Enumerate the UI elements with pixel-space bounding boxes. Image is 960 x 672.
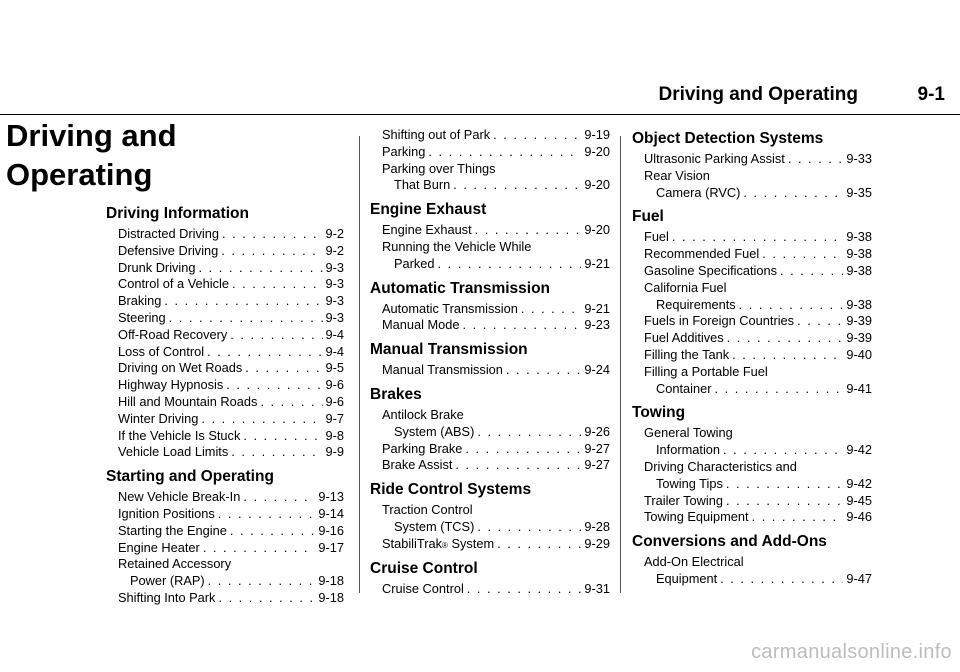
toc-entry-traction-control[interactable] — [370, 502, 610, 536]
toc-entry-title: Driving on Wet Roads — [118, 360, 243, 376]
toc-entry-page: 9-31 — [584, 580, 610, 596]
toc-entry-title: Filling a Portable Fuel — [644, 363, 768, 379]
toc-entry-page: 9-20 — [584, 177, 610, 193]
toc-entry-control-of-a-vehicle[interactable] — [106, 276, 344, 293]
toc-section-starting-and-operating — [106, 465, 346, 607]
dot-leader — [164, 293, 322, 310]
toc-entry-page: 9-46 — [846, 509, 872, 525]
toc-entry-title: Retained Accessory — [118, 556, 232, 572]
toc-entry-title: Antilock Brake — [382, 406, 464, 422]
section-heading: Conversions and Add-Ons — [632, 533, 827, 551]
toc-entry-page: 9-3 — [325, 259, 344, 275]
toc-entry-new-vehicle-break-in[interactable] — [106, 489, 344, 506]
dot-leader — [521, 301, 582, 318]
dot-leader — [672, 229, 843, 246]
toc-entry-fuel-additives[interactable] — [632, 330, 872, 347]
toc-entry-title: Highway Hypnosis — [118, 377, 224, 393]
toc-entry-fuels-in-foreign-countries[interactable] — [632, 313, 872, 330]
column-divider-2 — [620, 136, 621, 593]
toc-entry-title: New Vehicle Break-In — [118, 489, 241, 505]
toc-entry-highway-hypnosis[interactable] — [106, 377, 344, 394]
toc-entry-winter-driving[interactable] — [106, 411, 344, 428]
dot-leader — [465, 441, 581, 458]
dot-leader — [428, 144, 581, 161]
toc-entry-page: 9-4 — [325, 326, 344, 342]
toc-entry-title: Braking — [118, 293, 162, 309]
toc-entry-title: Fuels in Foreign Countries — [644, 313, 795, 329]
dot-leader — [477, 424, 581, 441]
toc-entry-page: 9-9 — [325, 444, 344, 460]
toc-entry-page: 9-21 — [584, 300, 610, 316]
toc-section-continued — [370, 127, 610, 194]
toc-entry-title-continued: Information — [656, 442, 721, 458]
toc-entry-filling-the-tank[interactable] — [632, 347, 872, 364]
toc-entry-parking[interactable] — [370, 144, 610, 161]
dot-leader — [797, 313, 843, 330]
toc-entry-parking-brake[interactable] — [370, 441, 610, 458]
dot-leader — [438, 256, 582, 273]
toc-section-conversions-and-add-ons — [632, 530, 872, 588]
dot-leader — [203, 540, 316, 557]
toc-entry-title: Traction Control — [382, 502, 473, 518]
toc-column-1 — [106, 202, 346, 611]
toc-entry-title: Gasoline Specifications — [644, 262, 778, 278]
section-heading: Ride Control Systems — [370, 481, 532, 499]
toc-entry-title: Filling the Tank — [644, 346, 730, 362]
toc-entry-page: 9-3 — [325, 293, 344, 309]
toc-entry-title: Parking — [382, 143, 426, 159]
toc-entry-shifting-out-of-park[interactable] — [370, 127, 610, 144]
toc-entry-off-road-recovery[interactable] — [106, 327, 344, 344]
toc-entry-title-continued: Towing Tips — [656, 475, 723, 491]
toc-entry-title-continued: Power (RAP) — [130, 573, 205, 589]
dot-leader — [780, 263, 843, 280]
toc-section-towing — [632, 401, 872, 526]
toc-entry-page: 9-16 — [318, 522, 344, 538]
toc-entry-page: 9-45 — [846, 492, 872, 508]
section-heading: Automatic Transmission — [370, 279, 551, 297]
toc-section-object-detection-systems — [632, 127, 872, 201]
dot-leader — [720, 571, 843, 588]
toc-entry-loss-of-control[interactable] — [106, 344, 344, 361]
toc-entry-title: Add-On Electrical — [644, 554, 744, 570]
toc-section-engine-exhaust — [370, 198, 610, 272]
dot-leader — [762, 246, 843, 263]
dot-leader — [231, 444, 322, 461]
dot-leader — [222, 226, 323, 243]
toc-entry-title: Starting the Engine — [118, 522, 227, 538]
toc-entry-title: Distracted Driving — [118, 226, 219, 241]
toc-entry-title: Hill and Mountain Roads — [118, 393, 258, 409]
toc-entry-page: 9-6 — [325, 377, 344, 393]
toc-entry-title-continued: Equipment — [656, 570, 718, 586]
dot-leader — [477, 519, 581, 536]
toc-entry-title: Shifting out of Park — [382, 127, 491, 142]
toc-entry-title: Shifting Into Park — [118, 589, 216, 605]
watermark: carmanualsonline.info — [751, 641, 952, 663]
toc-entry-driving-on-wet-roads[interactable] — [106, 360, 344, 377]
dot-leader — [475, 222, 582, 239]
section-heading: Engine Exhaust — [370, 201, 487, 219]
toc-entry-title: Trailer Towing — [644, 492, 723, 508]
chapter-title: Driving and Operating — [6, 118, 177, 192]
toc-entry-title-continued: System (ABS) — [394, 423, 475, 439]
toc-section-ride-control-systems — [370, 478, 610, 552]
toc-entry-title: Manual Transmission — [382, 362, 503, 378]
section-heading: Towing — [632, 404, 686, 422]
section-heading: Starting and Operating — [106, 468, 274, 486]
toc-entry-cruise-control[interactable] — [370, 581, 610, 598]
toc-entry-page: 9-6 — [325, 393, 344, 409]
toc-entry-title: Running the Vehicle While — [382, 238, 532, 254]
toc-entry-page: 9-41 — [846, 380, 872, 396]
dot-leader — [506, 362, 581, 379]
running-header-page-number: 9-1 — [917, 84, 945, 105]
dot-leader — [743, 185, 843, 202]
dot-leader — [243, 428, 322, 445]
dot-leader — [723, 442, 843, 459]
toc-entry-page: 9-38 — [846, 262, 872, 278]
toc-entry-title: StabiliTrak — [382, 535, 442, 551]
toc-entry-page: 9-8 — [325, 427, 344, 443]
toc-entry-general-towing[interactable] — [632, 425, 872, 459]
toc-entry-title: Automatic Transmission — [382, 300, 518, 316]
toc-entry-title: Ignition Positions — [118, 505, 215, 521]
toc-entry-page: 9-47 — [846, 570, 872, 586]
toc-entry-title: Off-Road Recovery — [118, 326, 228, 342]
toc-entry-page: 9-38 — [846, 229, 872, 245]
toc-entry-page: 9-14 — [318, 505, 344, 521]
header-divider — [0, 114, 960, 115]
toc-entry-title-continued: Parked — [394, 255, 435, 271]
toc-entry-antilock-brake[interactable] — [370, 407, 610, 441]
toc-entry-title-continued: Camera (RVC) — [656, 184, 741, 200]
dot-leader — [218, 590, 315, 607]
toc-entry-page: 9-27 — [584, 440, 610, 456]
toc-section-cruise-control — [370, 557, 610, 598]
toc-entry-recommended-fuel[interactable] — [632, 246, 872, 263]
toc-section-brakes — [370, 383, 610, 474]
toc-entry-driving-characteristics-and[interactable] — [632, 459, 872, 493]
section-heading: Brakes — [370, 385, 422, 403]
toc-entry-page: 9-38 — [846, 246, 872, 262]
toc-entry-title: If the Vehicle Is Stuck — [118, 427, 241, 443]
toc-entry-page: 9-39 — [846, 313, 872, 329]
dot-leader — [218, 506, 316, 523]
toc-entry-page: 9-2 — [325, 226, 344, 241]
dot-leader — [199, 260, 323, 277]
toc-entry-title: Parking Brake — [382, 440, 463, 456]
toc-entry-starting-the-engine[interactable] — [106, 523, 344, 540]
dot-leader — [732, 347, 843, 364]
section-heading: Fuel — [632, 208, 664, 226]
toc-entry-title: Rear Vision — [644, 167, 710, 183]
section-heading: Object Detection Systems — [632, 130, 824, 147]
toc-entry-title: Brake Assist — [382, 457, 453, 473]
dot-leader — [169, 310, 323, 327]
toc-entry-page: 9-40 — [846, 346, 872, 362]
toc-entry-title: Winter Driving — [118, 410, 199, 426]
toc-entry-title: Loss of Control — [118, 343, 205, 359]
toc-entry-running-the-vehicle-while[interactable] — [370, 239, 610, 273]
toc-entry-page: 9-39 — [846, 330, 872, 346]
toc-entry-page: 9-28 — [584, 518, 610, 534]
toc-entry-braking[interactable] — [106, 293, 344, 310]
dot-leader — [726, 493, 843, 510]
toc-entry-page: 9-20 — [584, 222, 610, 238]
dot-leader — [493, 127, 581, 144]
dot-leader — [739, 297, 844, 314]
dot-leader — [726, 476, 844, 493]
dot-leader — [463, 317, 582, 334]
section-heading: Manual Transmission — [370, 341, 528, 359]
dot-leader — [497, 536, 581, 553]
toc-entry-title-continued: System (TCS) — [394, 518, 475, 534]
dot-leader — [207, 344, 322, 361]
dot-leader — [715, 381, 844, 398]
toc-entry-defensive-driving[interactable] — [106, 243, 344, 260]
toc-entry-page: 9-29 — [584, 535, 610, 551]
toc-section-fuel — [632, 205, 872, 397]
toc-entry-ignition-positions[interactable] — [106, 506, 344, 523]
toc-entry-page: 9-21 — [584, 255, 610, 271]
toc-entry-page: 9-2 — [325, 242, 344, 258]
toc-entry-rear-vision[interactable] — [632, 168, 872, 202]
toc-entry-title-suffix: System — [447, 535, 495, 551]
toc-section-driving-information — [106, 202, 346, 461]
toc-entry-title-continued: That Burn — [394, 177, 451, 193]
toc-entry-manual-transmission[interactable] — [370, 362, 610, 379]
toc-entry-page: 9-3 — [325, 309, 344, 325]
toc-entry-brake-assist[interactable] — [370, 457, 610, 474]
toc-entry-page: 9-4 — [325, 343, 344, 359]
toc-entry-title: Drunk Driving — [118, 259, 196, 275]
toc-entry-page: 9-24 — [584, 362, 610, 378]
toc-column-3 — [632, 127, 872, 592]
dot-leader — [453, 177, 581, 194]
toc-section-manual-transmission — [370, 338, 610, 379]
toc-entry-title: Manual Mode — [382, 317, 460, 333]
dot-leader — [752, 509, 844, 526]
toc-entry-title: Ultrasonic Parking Assist — [644, 151, 785, 166]
dot-leader — [208, 573, 316, 590]
toc-entry-page: 9-13 — [318, 489, 344, 505]
toc-column-2 — [370, 127, 610, 601]
toc-entry-page: 9-18 — [318, 573, 344, 589]
dot-leader — [455, 457, 581, 474]
toc-entry-add-on-electrical[interactable] — [632, 554, 872, 588]
dot-leader — [232, 276, 323, 293]
toc-entry-engine-heater[interactable] — [106, 540, 344, 557]
toc-entry-engine-exhaust[interactable] — [370, 222, 610, 239]
toc-entry-page: 9-35 — [846, 184, 872, 200]
toc-entry-title: Towing Equipment — [644, 509, 749, 525]
toc-entry-distracted-driving[interactable] — [106, 226, 344, 243]
toc-entry-title: Recommended Fuel — [644, 246, 760, 262]
toc-entry-page: 9-38 — [846, 296, 872, 312]
toc-entry-title: Fuel Additives — [644, 330, 724, 346]
dot-leader — [221, 243, 322, 260]
toc-entry-fuel[interactable] — [632, 229, 872, 246]
dot-leader — [230, 327, 322, 344]
dot-leader — [226, 377, 322, 394]
toc-entry-title: Steering — [118, 309, 166, 325]
toc-entry-retained-accessory[interactable] — [106, 556, 344, 590]
toc-entry-page: 9-20 — [584, 143, 610, 159]
toc-section-automatic-transmission — [370, 277, 610, 335]
running-header-title: Driving and Operating — [658, 84, 858, 105]
toc-entry-filling-a-portable-fuel[interactable] — [632, 364, 872, 398]
toc-entry-page: 9-5 — [325, 360, 344, 376]
toc-entry-towing-equipment[interactable] — [632, 509, 872, 526]
toc-entry-shifting-into-park[interactable] — [106, 590, 344, 607]
dot-leader — [727, 330, 844, 347]
dot-leader — [201, 411, 322, 428]
toc-entry-title: Driving Characteristics and — [644, 458, 797, 474]
toc-entry-gasoline-specifications[interactable] — [632, 263, 872, 280]
toc-entry-drunk-driving[interactable] — [106, 260, 344, 277]
toc-entry-title: Parking over Things — [382, 160, 496, 176]
toc-entry-trailer-towing[interactable] — [632, 493, 872, 510]
toc-entry-automatic-transmission[interactable] — [370, 301, 610, 318]
toc-entry-title-continued: Container — [656, 380, 712, 396]
toc-entry-title: General Towing — [644, 425, 733, 441]
dot-leader — [243, 489, 315, 506]
toc-entry-page: 9-42 — [846, 442, 872, 458]
toc-entry-stabilitrak[interactable]: StabiliTrak ® System . . . 9-29 — [370, 536, 610, 553]
toc-entry-page: 9-3 — [325, 276, 344, 292]
section-heading: Cruise Control — [370, 559, 478, 577]
toc-entry-if-the-vehicle-is-stuck[interactable] — [106, 428, 344, 445]
column-divider-1 — [359, 136, 360, 593]
toc-entry-title: Fuel — [644, 229, 669, 245]
toc-entry-title: Cruise Control — [382, 580, 464, 596]
toc-entry-manual-mode[interactable] — [370, 317, 610, 334]
dot-leader — [245, 360, 322, 377]
dot-leader — [788, 151, 844, 168]
section-heading: Driving Information — [106, 205, 249, 222]
toc-entry-hill-and-mountain-roads[interactable] — [106, 394, 344, 411]
toc-entry-page: 9-17 — [318, 539, 344, 555]
toc-entry-california-fuel[interactable] — [632, 280, 872, 314]
toc-entry-title: Engine Heater — [118, 539, 200, 555]
toc-entry-page: 9-26 — [584, 423, 610, 439]
toc-entry-page: 9-27 — [584, 457, 610, 473]
dot-leader — [260, 394, 322, 411]
toc-entry-ultrasonic-parking-assist[interactable] — [632, 151, 872, 168]
toc-entry-page: 9-33 — [846, 151, 872, 166]
toc-entry-title-continued: Requirements — [656, 296, 736, 312]
toc-entry-title: California Fuel — [644, 279, 727, 295]
toc-entry-page: 9-23 — [584, 317, 610, 333]
toc-entry-title: Control of a Vehicle — [118, 276, 229, 292]
toc-entry-title: Defensive Driving — [118, 242, 219, 258]
toc-entry-page: 9-7 — [325, 410, 344, 426]
toc-entry-title: Engine Exhaust — [382, 222, 472, 238]
toc-entry-title: Vehicle Load Limits — [118, 444, 229, 460]
toc-entry-vehicle-load-limits[interactable] — [106, 444, 344, 461]
toc-entry-page: 9-19 — [584, 127, 610, 142]
toc-entry-page: 9-18 — [318, 589, 344, 605]
toc-entry-parking-over-things[interactable] — [370, 161, 610, 195]
dot-leader — [467, 581, 582, 598]
toc-entry-page: 9-42 — [846, 475, 872, 491]
toc-entry-steering[interactable] — [106, 310, 344, 327]
dot-leader — [230, 523, 316, 540]
